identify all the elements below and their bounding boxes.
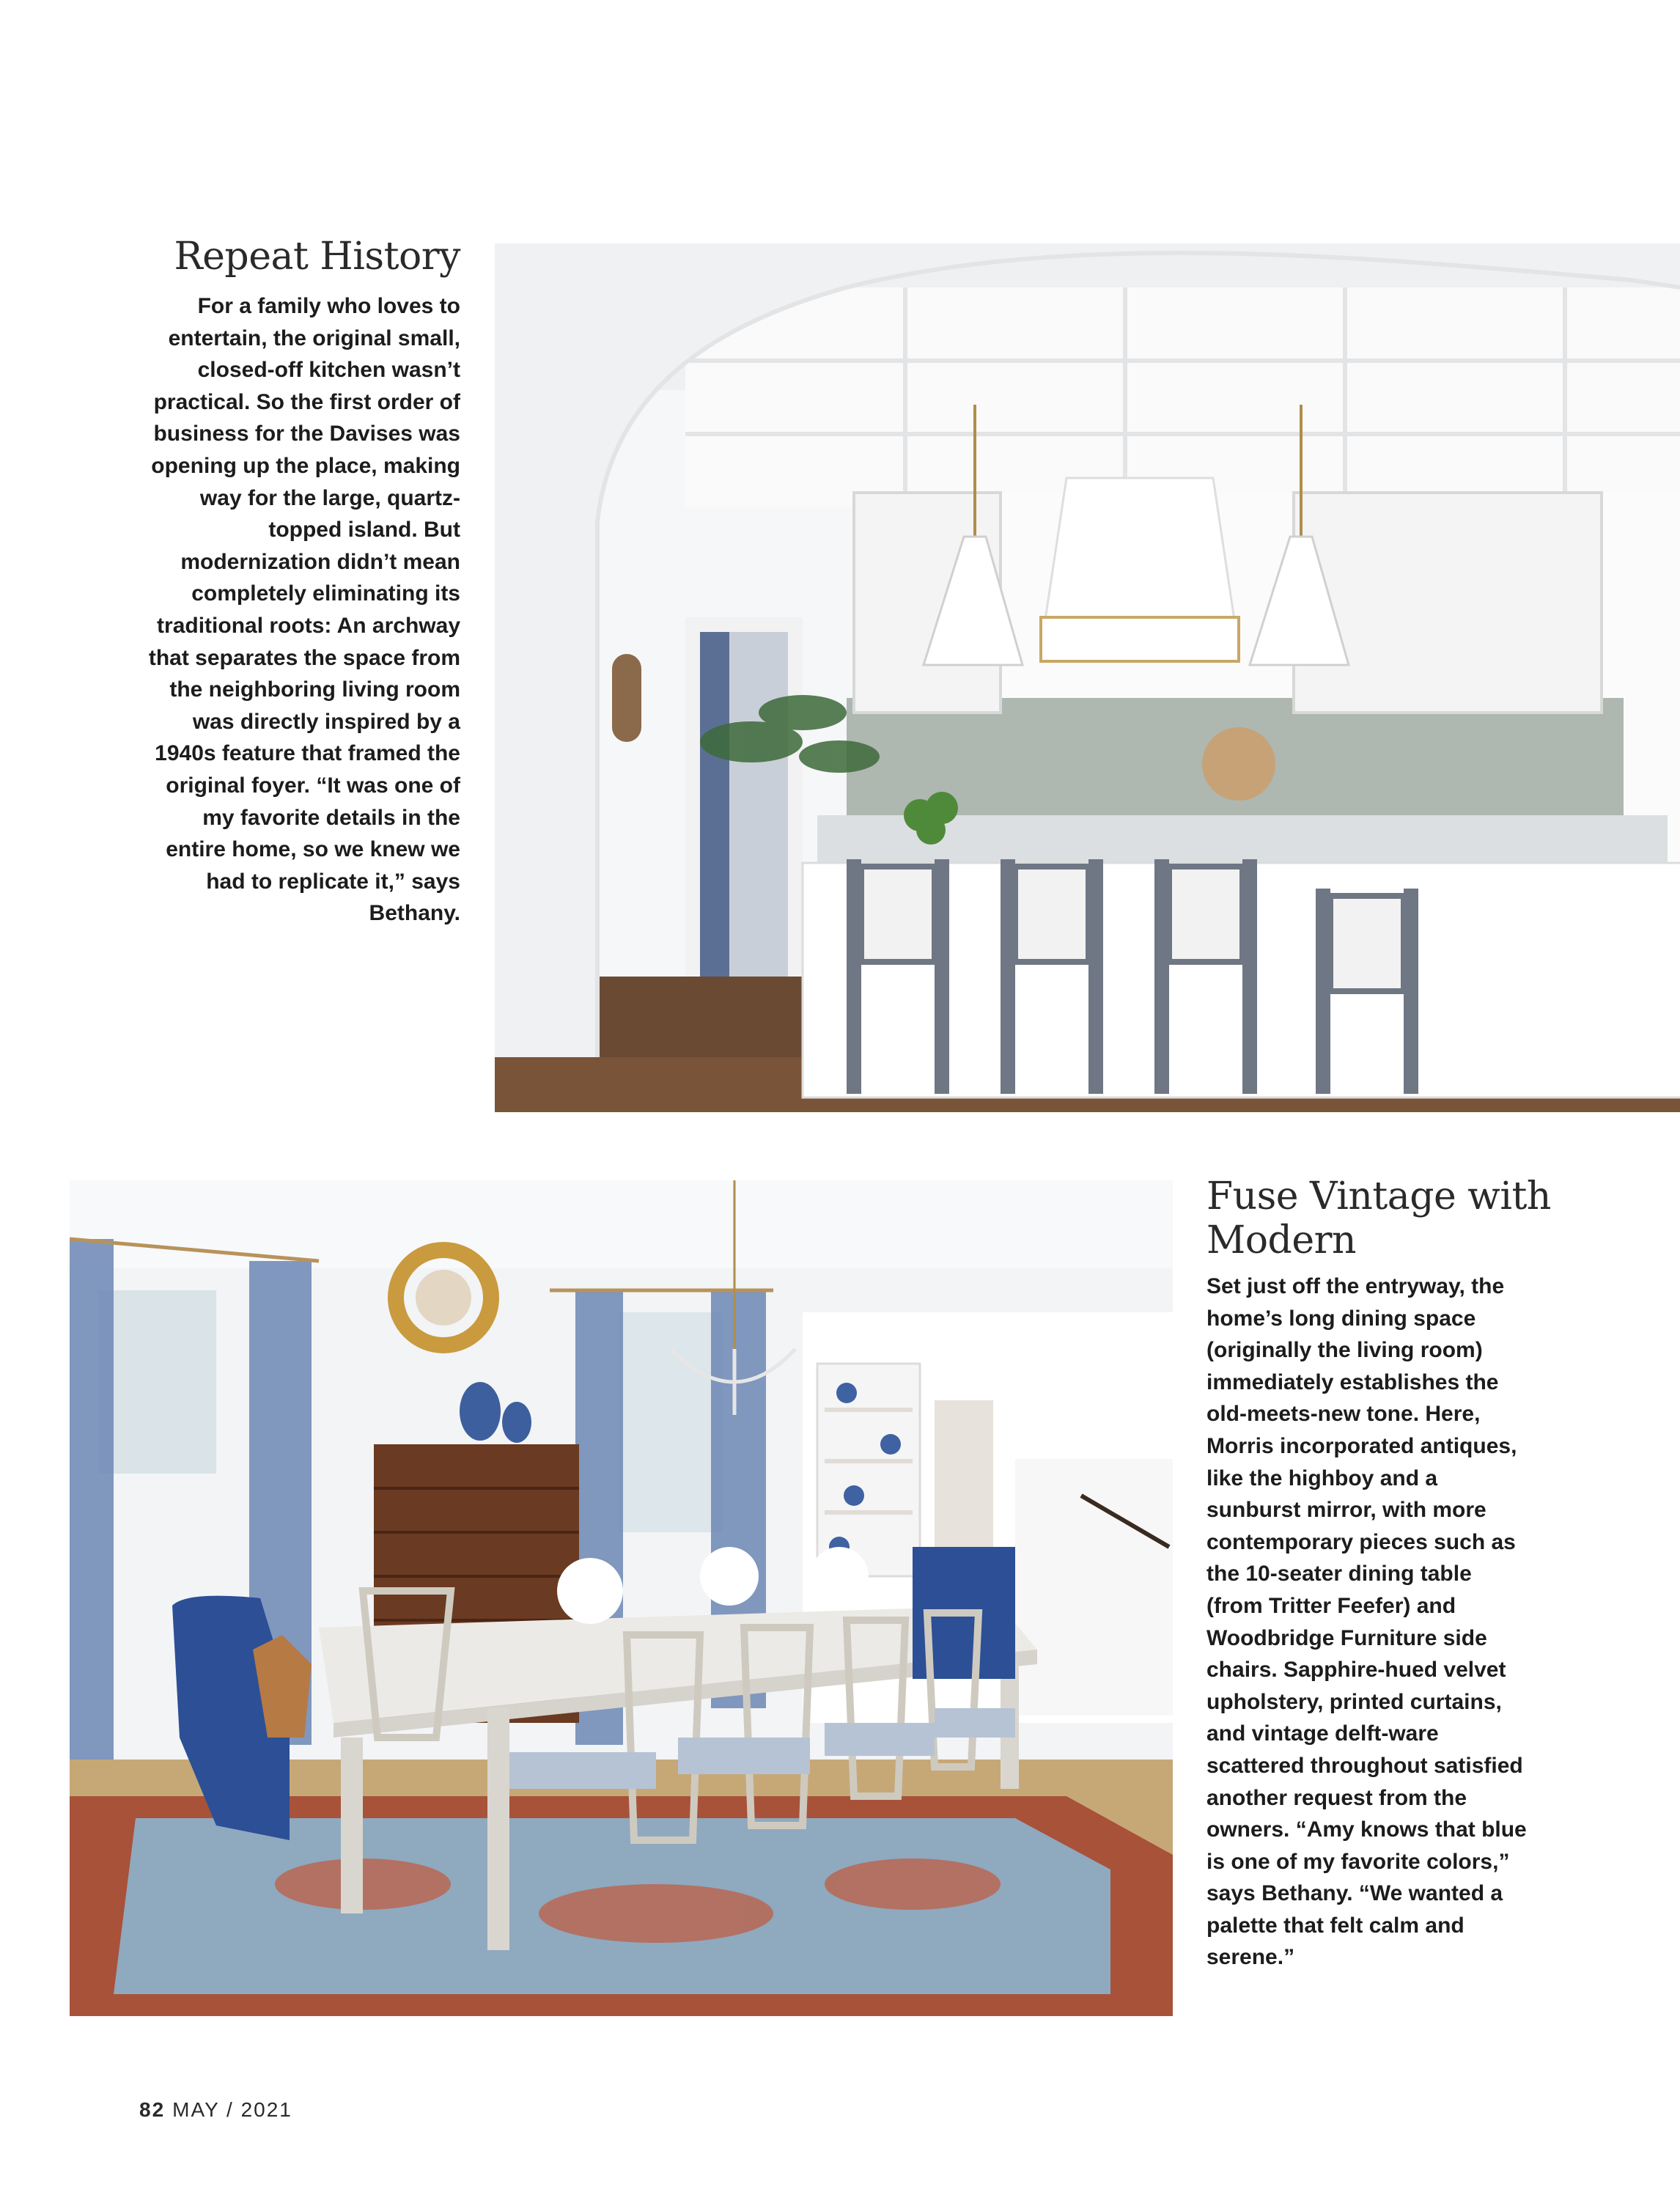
section-body-repeat-history: For a family who loves to entertain, the original small, closed-off kitchen wasn’t practical. So the first order of business for the Davises was opening up the place, making way for the large, quartz-topped island. But modernization didn’t mean completely eliminating its traditional roots: An archway that separates the space from the neighboring living room was directly inspired by a 1940s feature that framed the original foyer. “It was one of my favorite details in the entire home, so we knew we had to replicate it,” says Bethany. [148,294,460,926]
dining-room-photo [70,1180,1173,2016]
section-heading-repeat-history: Repeat History [174,235,460,279]
issue-date: MAY / 2021 [172,2098,292,2121]
page-number: 82 [139,2098,166,2121]
kitchen-photo [495,243,1680,1112]
section-body-fuse-vintage-with-modern: Set just off the entryway, the home’s long dining space (originally the living room) immediately establishes the old-meets-new tone. Here, Morris incorporated antiques, like the highboy and a sunburst mirror, with more contemporary pieces such as the 10-seater dining table (from Tritter Feefer) and Woodbridge Furniture side chairs. Sapphire-hued velvet upholstery, printed curtains, and vintage delft-ware scattered throughout satisfied another request from the owners. “Amy knows that blue is one of my favorite colors,” says Bethany. “We wanted a palette that felt calm and serene.” [1206,1274,1527,1970]
page-folio [139,2098,292,2122]
section-heading-fuse-vintage-with-modern: Fuse Vintage with Modern [1206,1174,1551,1262]
